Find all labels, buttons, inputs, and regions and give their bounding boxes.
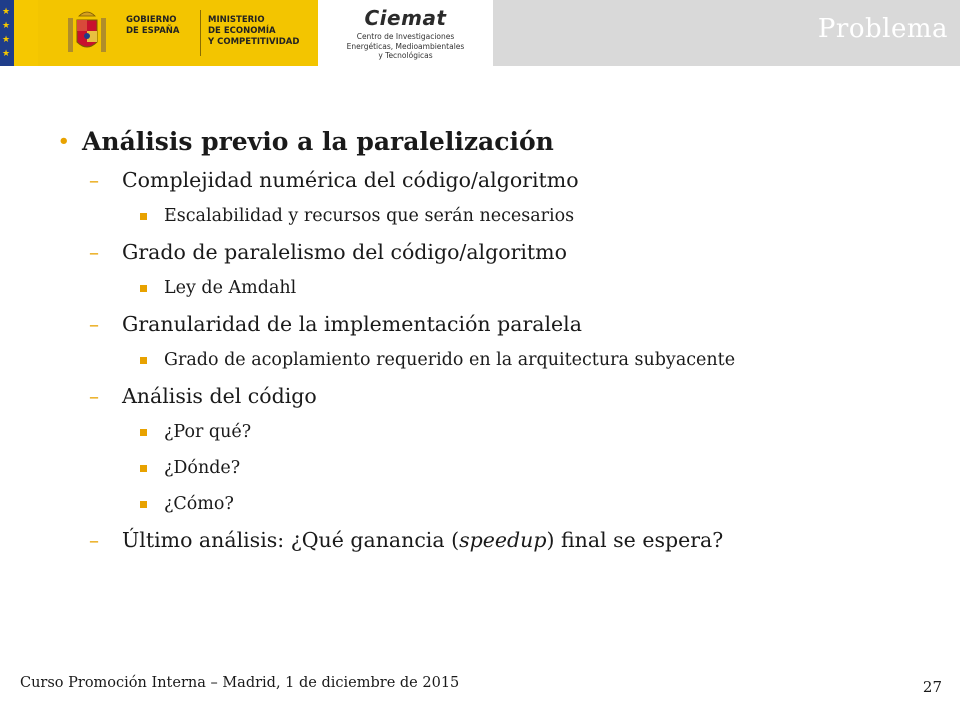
dash-icon: –	[89, 312, 99, 336]
footer-text: Curso Promoción Interna – Madrid, 1 de diciembre de 2015	[20, 675, 460, 691]
sub-sub-bullet: Grado de acoplamiento requerido en la arquitectura subyacente	[52, 342, 932, 378]
divider	[200, 10, 201, 56]
sub-bullet: – Último análisis: ¿Qué ganancia (speedup) final se espera?	[52, 522, 932, 558]
sub-sub-bullet: ¿Por qué?	[52, 414, 932, 450]
square-bullet-icon	[140, 285, 147, 292]
ciemat-logo-block	[318, 0, 494, 66]
square-bullet-icon	[140, 501, 147, 508]
dash-icon: –	[89, 384, 99, 408]
square-bullet-icon	[140, 465, 147, 472]
sub-sub-bullet: ¿Dónde?	[52, 450, 932, 486]
star-icon: ★	[2, 21, 11, 31]
eu-flag-strip	[0, 0, 38, 66]
slide-content	[52, 122, 932, 558]
square-bullet-icon	[140, 213, 147, 220]
sub-bullet: – Grado de paralelismo del código/algoritmo	[52, 234, 932, 270]
star-icon: ★	[2, 35, 11, 45]
speedup-term: speedup	[459, 528, 547, 552]
square-bullet-icon	[140, 357, 147, 364]
government-logo	[38, 0, 318, 66]
ciemat-subtitle: Centro de Investigaciones Energéticas, Medioambientales y Tecnológicas	[346, 32, 465, 60]
sub-bullet: – Análisis del código	[52, 378, 932, 414]
dash-icon: –	[89, 168, 99, 192]
bullet-dot-icon: •	[58, 131, 70, 152]
ciemat-logo: Ciemat	[364, 6, 447, 30]
main-bullet	[52, 122, 932, 162]
government-name: GOBIERNO DE ESPAÑA	[126, 15, 180, 36]
slide-title: Problema	[817, 14, 948, 44]
title-bar	[493, 0, 960, 66]
ministry-name: MINISTERIO DE ECONOMÍA Y COMPETITIVIDAD	[208, 15, 300, 47]
sub-bullet: – Complejidad numérica del código/algoritmo	[52, 162, 932, 198]
star-icon: ★	[2, 7, 11, 17]
sub-bullet: – Granularidad de la implementación paralela	[52, 306, 932, 342]
sub-sub-bullet: Escalabilidad y recursos que serán necesarios	[52, 198, 932, 234]
dash-icon: –	[89, 528, 99, 552]
sub-sub-bullet: Ley de Amdahl	[52, 270, 932, 306]
sub-sub-bullet: ¿Cómo?	[52, 486, 932, 522]
slide-header	[0, 0, 960, 66]
page-number: 27	[922, 678, 942, 696]
main-heading: Análisis previo a la paralelización	[82, 127, 554, 156]
star-icon: ★	[2, 49, 11, 59]
square-bullet-icon	[140, 429, 147, 436]
coat-of-arms-icon	[60, 6, 114, 60]
dash-icon: –	[89, 240, 99, 264]
